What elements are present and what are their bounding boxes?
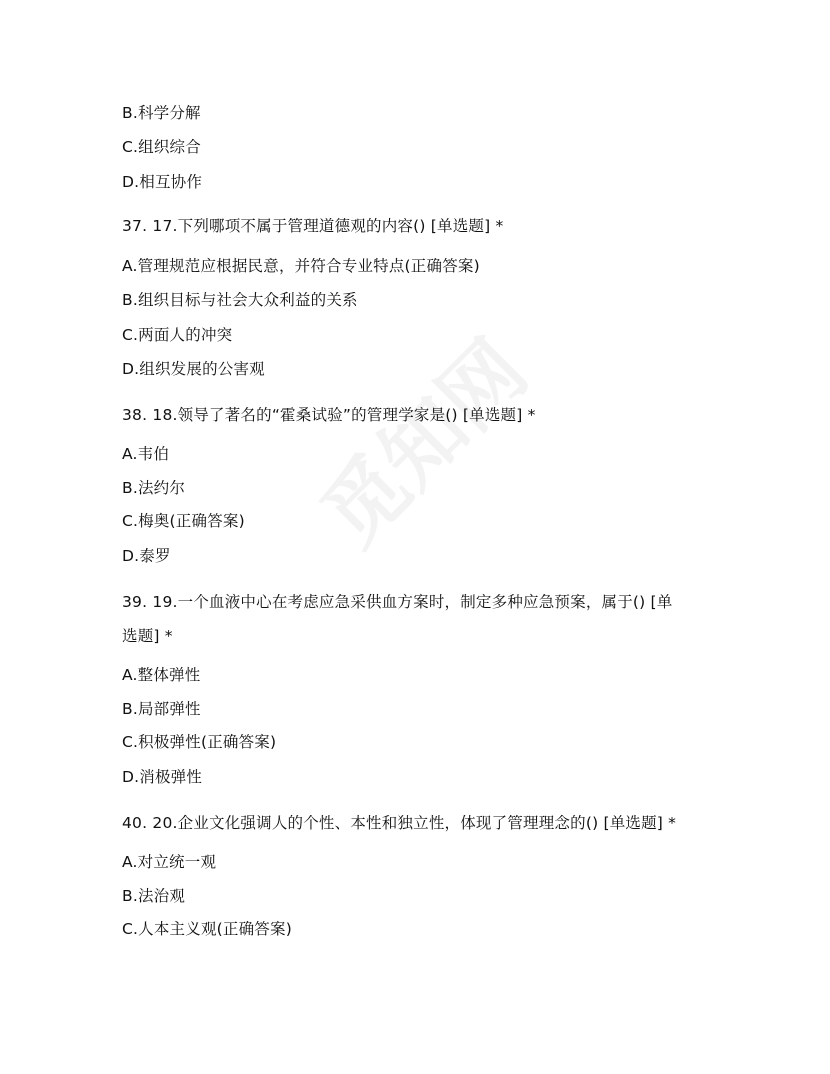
option-b-q36: B.科学分解 — [122, 104, 201, 122]
option-c-q40: C.人本主义观(正确答案) — [122, 920, 292, 938]
question-37: 37. 17.下列哪项不属于管理道德观的内容() [单选题] * — [122, 217, 504, 235]
question-39-continued: 选题] * — [122, 627, 173, 645]
question-38: 38. 18.领导了著名的“霍桑试验”的管理学家是() [单选题] * — [122, 406, 536, 424]
option-a-q39: A.整体弹性 — [122, 666, 201, 684]
option-a-q40: A.对立统一观 — [122, 853, 217, 871]
option-d-q38: D.泰罗 — [122, 547, 171, 565]
option-b-q39: B.局部弹性 — [122, 700, 201, 718]
option-d-q36: D.相互协作 — [122, 173, 203, 191]
question-39: 39. 19.一个血液中心在考虑应急采供血方案时，制定多种应急预案，属于() [单 — [122, 593, 673, 611]
option-c-q39: C.积极弹性(正确答案) — [122, 733, 277, 751]
option-a-q37: A.管理规范应根据民意，并符合专业特点(正确答案) — [122, 257, 480, 275]
watermark — [273, 291, 568, 586]
option-c-q37: C.两面人的冲突 — [122, 326, 233, 344]
option-b-q38: B.法约尔 — [122, 479, 186, 497]
option-b-q37: B.组织目标与社会大众利益的关系 — [122, 291, 358, 309]
option-d-q39: D.消极弹性 — [122, 768, 203, 786]
option-c-q38: C.梅奥(正确答案) — [122, 512, 245, 530]
option-c-q36: C.组织综合 — [122, 138, 201, 156]
question-40: 40. 20.企业文化强调人的个性、本性和独立性，体现了管理理念的() [单选题] * — [122, 814, 677, 832]
option-a-q38: A.韦伯 — [122, 445, 170, 463]
option-b-q40: B.法治观 — [122, 887, 186, 905]
option-d-q37: D.组织发展的公害观 — [122, 360, 265, 378]
